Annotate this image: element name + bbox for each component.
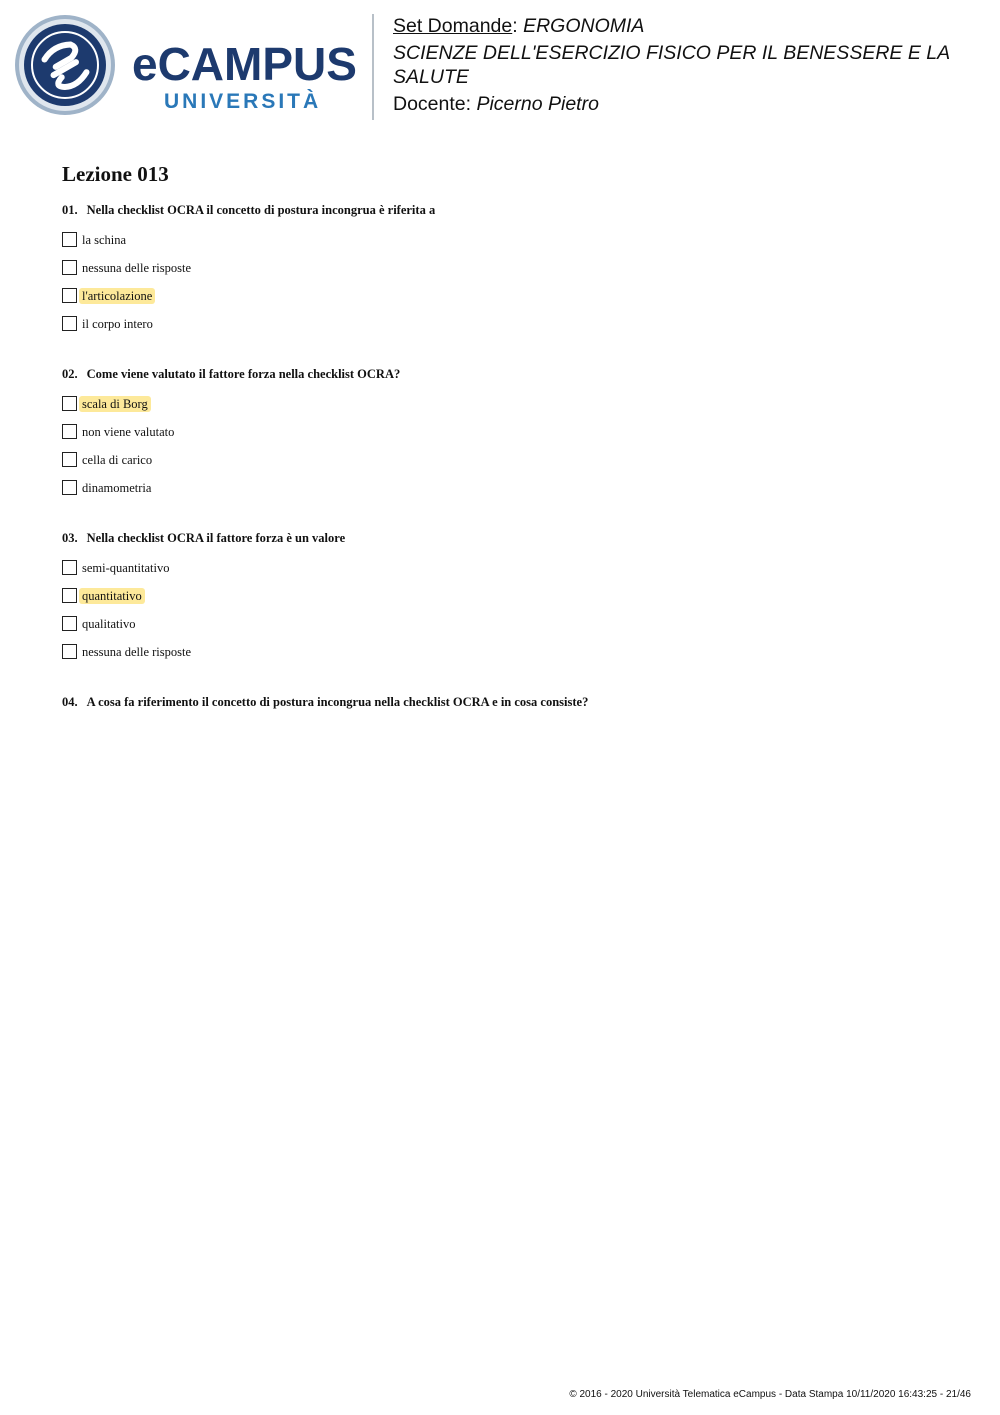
question-number: 01. bbox=[62, 203, 78, 217]
answer-option[interactable] bbox=[62, 452, 962, 480]
docente-name: Picerno Pietro bbox=[476, 93, 599, 115]
checkbox-icon[interactable] bbox=[62, 396, 77, 411]
answer-option[interactable] bbox=[62, 288, 962, 316]
question-number: 04. bbox=[62, 695, 78, 709]
question-number: 02. bbox=[62, 367, 78, 381]
header-divider bbox=[372, 14, 374, 120]
answer-text: dinamometria bbox=[82, 481, 152, 495]
set-separator: : bbox=[512, 15, 524, 37]
answer-option[interactable] bbox=[62, 480, 962, 508]
header-info bbox=[393, 14, 983, 116]
checkbox-icon[interactable] bbox=[62, 424, 77, 439]
answer-option[interactable] bbox=[62, 260, 962, 288]
question-number: 03. bbox=[62, 531, 78, 545]
checkbox-icon[interactable] bbox=[62, 644, 77, 659]
question-text: Nella checklist OCRA il concetto di postura incongrua è riferita a bbox=[86, 203, 436, 217]
answer-text: non viene valutato bbox=[82, 425, 175, 439]
answer-list bbox=[62, 560, 962, 672]
question-text: Come viene valutato il fattore forza nella checklist OCRA? bbox=[86, 367, 401, 381]
subject-name: ERGONOMIA bbox=[523, 15, 645, 37]
lesson-title: Lezione 013 bbox=[62, 162, 169, 186]
answer-text-highlighted: l'articolazione bbox=[79, 288, 155, 304]
answer-option[interactable] bbox=[62, 588, 962, 616]
logo-sub-text: UNIVERSITÀ bbox=[164, 90, 322, 113]
checkbox-icon[interactable] bbox=[62, 560, 77, 575]
question-list bbox=[62, 202, 962, 710]
docente-label: Docente: bbox=[393, 93, 477, 115]
question-text: Nella checklist OCRA il fattore forza è un valore bbox=[86, 531, 346, 545]
checkbox-icon[interactable] bbox=[62, 288, 77, 303]
answer-option[interactable] bbox=[62, 644, 962, 672]
answer-text: il corpo intero bbox=[82, 317, 153, 331]
question-03 bbox=[62, 530, 962, 546]
checkbox-icon[interactable] bbox=[62, 316, 77, 331]
answer-text-highlighted: quantitativo bbox=[79, 588, 145, 604]
page-header bbox=[0, 0, 1000, 130]
logo-main-text: eCAMPUS bbox=[132, 38, 357, 90]
answer-option[interactable] bbox=[62, 316, 962, 344]
answer-option[interactable] bbox=[62, 616, 962, 644]
question-04 bbox=[62, 694, 962, 710]
answer-text-highlighted: scala di Borg bbox=[79, 396, 151, 412]
question-text: A cosa fa riferimento il concetto di postura incongrua nella checklist OCRA e in cosa consiste? bbox=[86, 695, 589, 709]
answer-text: qualitativo bbox=[82, 617, 136, 631]
checkbox-icon[interactable] bbox=[62, 452, 77, 467]
course-name: SCIENZE DELL'ESERCIZIO FISICO PER IL BENESSERE E LA SALUTE bbox=[393, 42, 950, 88]
answer-option[interactable] bbox=[62, 560, 962, 588]
answer-list bbox=[62, 232, 962, 344]
answer-option[interactable] bbox=[62, 424, 962, 452]
answer-option[interactable] bbox=[62, 232, 962, 260]
checkbox-icon[interactable] bbox=[62, 588, 77, 603]
answer-text: la schina bbox=[82, 233, 127, 247]
answer-text: cella di carico bbox=[82, 453, 153, 467]
checkbox-icon[interactable] bbox=[62, 232, 77, 247]
seal-icon bbox=[15, 15, 115, 115]
checkbox-icon[interactable] bbox=[62, 480, 77, 495]
ecampus-logo bbox=[14, 14, 359, 118]
checkbox-icon[interactable] bbox=[62, 260, 77, 275]
page-footer: © 2016 - 2020 Università Telematica eCampus - Data Stampa 10/11/2020 16:43:25 - 21/46 bbox=[569, 1389, 971, 1400]
set-label: Set Domande bbox=[393, 15, 513, 37]
answer-option[interactable] bbox=[62, 396, 962, 424]
set-line bbox=[393, 14, 983, 38]
answer-list bbox=[62, 396, 962, 508]
checkbox-icon[interactable] bbox=[62, 616, 77, 631]
question-02 bbox=[62, 366, 962, 382]
quiz-content bbox=[62, 160, 962, 724]
question-01 bbox=[62, 202, 962, 218]
answer-text: semi-quantitativo bbox=[82, 561, 170, 575]
answer-text: nessuna delle risposte bbox=[82, 261, 192, 275]
answer-text: nessuna delle risposte bbox=[82, 645, 192, 659]
docente-line bbox=[393, 92, 983, 116]
